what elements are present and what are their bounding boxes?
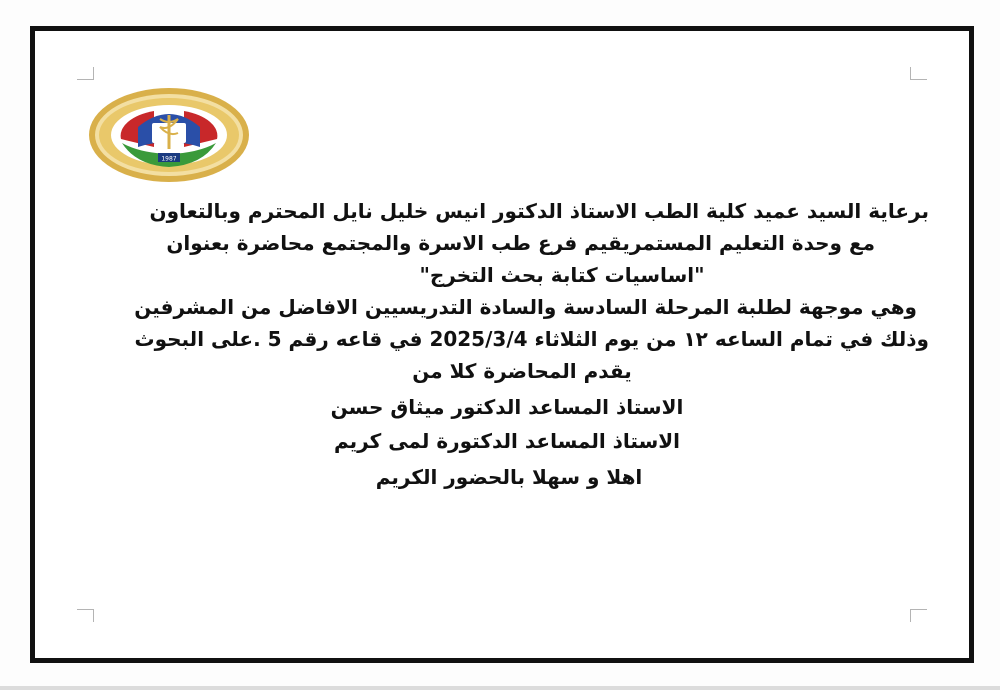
announcement-line-1: برعاية السيد عميد كلية الطب الاستاذ الدكتور انيس خليل نايل المحترم وبالتعاون bbox=[149, 199, 929, 223]
welcome-line: اهلا و سهلا بالحضور الكريم bbox=[375, 465, 643, 489]
corner-mark-top-right bbox=[910, 67, 927, 80]
college-logo bbox=[88, 87, 250, 183]
lecture-title: "اساسيات كتابة بحث التخرج" bbox=[419, 263, 705, 287]
college-emblem-icon bbox=[88, 87, 250, 183]
corner-mark-bottom-right bbox=[910, 609, 927, 622]
presenter-2: الاستاذ المساعد الدكتورة لمى كريم bbox=[333, 429, 681, 453]
announcement-text bbox=[75, 195, 929, 493]
announcement-line-5: وذلك في تمام الساعه ١٢ من يوم الثلاثاء 2025/3/4 في قاعه رقم 5 .على البحوث bbox=[134, 327, 929, 351]
corner-mark-top-left bbox=[77, 67, 94, 80]
presenter-1: الاستاذ المساعد الدكتور ميثاق حسن bbox=[330, 395, 684, 419]
presenters-heading: يقدم المحاضرة كلا من bbox=[412, 359, 632, 383]
corner-mark-bottom-left bbox=[77, 609, 94, 622]
bottom-strip bbox=[0, 686, 1000, 690]
announcement-line-2: مع وحدة التعليم المستمريقيم فرع طب الاسرة والمجتمع محاضرة بعنوان bbox=[166, 231, 875, 255]
announcement-line-4: وهي موجهة لطلبة المرحلة السادسة والسادة التدريسيين الافاضل من المشرفين bbox=[134, 295, 917, 319]
document-frame bbox=[30, 26, 974, 663]
logo-year: 1987 bbox=[161, 155, 177, 163]
